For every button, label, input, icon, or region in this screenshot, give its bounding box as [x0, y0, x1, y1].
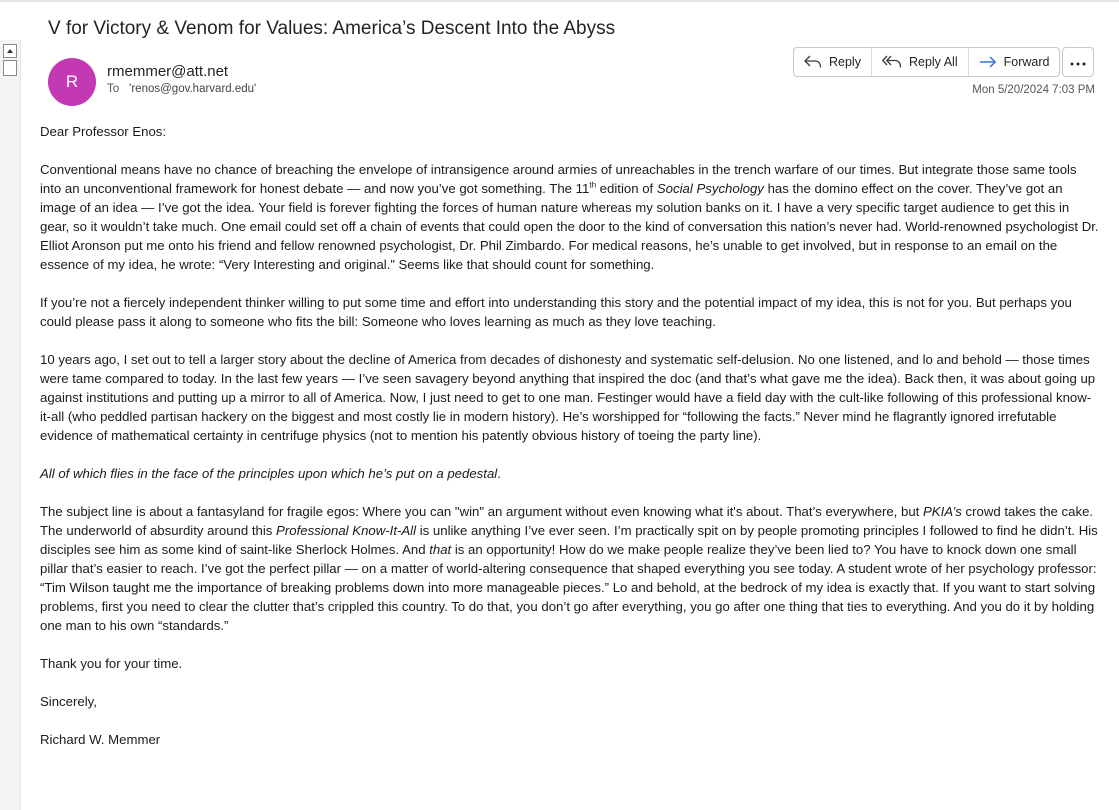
reply-arrow-icon	[804, 55, 822, 69]
greeting: Dear Professor Enos:	[40, 124, 167, 139]
email-body	[40, 122, 1100, 749]
message-actions	[793, 47, 1060, 77]
scroll-up-arrow-icon[interactable]	[3, 44, 17, 58]
reply-all-button[interactable]	[872, 48, 969, 76]
forward-label: Forward	[1003, 55, 1050, 69]
avatar-initial: R	[65, 72, 79, 91]
thanks-line: Thank you for your time.	[40, 656, 183, 671]
recipient-line	[107, 83, 256, 95]
reply-label: Reply	[829, 55, 861, 69]
recipient-address[interactable]: 'renos@gov.harvard.edu'	[129, 83, 257, 95]
body-paragraph-4: All of which flies in the face of the principles upon which he’s put on a pedestal.	[40, 466, 501, 481]
signature: Richard W. Memmer	[40, 732, 161, 747]
body-paragraph-5: The subject line is about a fantasyland for fragile egos: Where you can "win" an argument without even knowing what it's about. That’s everywhere, but PKIA’s crowd takes the cake. The underworld of absurdity around this Professional Know-It-All is unlike anything I’ve ever seen. I’m practically spit on by people promoting principles I followed to find he didn’t. His disciples see him as some kind of saint-like Sherlock Holmes. And that is an opportunity! How do we make people realize they’ve been lied to? You have to knock down one small pillar that’s easier to reach. I’ve got the perfect pillar — on a matter of world-altering consequence that shaped everything you see today. A student wrote of her psychology professor: “Tim Wilson taught me the importance of breaking problems down into more manageable pieces.” Lo and behold, at the bedrock of my idea is exactly that. If you want to start solving problems, first you need to clear the clutter that’s crippled this country. To do that, you don’t go after everything, you go after one thing that ties to everything. And you do it by holding one man to his own “standards.”	[40, 504, 1098, 633]
body-paragraph-1: Conventional means have no chance of breaching the envelope of intransigence around armies of unreachables in the trench warfare of our times. But integrate those same tools into an unconventional framework for honest debate — and now you’ve got something. The 11th edition of Social Psychology has the domino effect on the cover. They’ve got an image of an idea — I’ve got the idea. Your field is forever fighting the forces of human nature whereas my solution banks on it. I have a very specific target audience to get this in gear, so it wouldn’t take much. One email could set off a chain of events that could open the door to the kind of conversation this nation’s never had. World-renowned psychologist Dr. Elliot Aronson put me onto his friend and fellow renowned psychologist, Dr. Phil Zimbardo. For medical reasons, he’s unable to get involved, but in response to an email on the essence of my idea, he wrote: “Very Interesting and original.” Seems like that should count for something.	[40, 162, 1099, 272]
reply-button[interactable]	[794, 48, 872, 76]
vertical-scrollbar[interactable]	[0, 40, 21, 810]
scroll-thumb[interactable]	[3, 60, 17, 76]
forward-button[interactable]	[969, 48, 1060, 76]
body-paragraph-3: 10 years ago, I set out to tell a larger story about the decline of America from decades of dishonesty and systematic self-delusion. No one listened, and lo and behold — those times were tame compared to today. In the last few years — I’ve seen savagery beyond anything that inspired the doc (and that’s what gave me the idea). Back then, it was about going up against institutions and putting up a mirror to all of America. Now, I just need to get to one man. Festinger would have a field day with the cult-like following of this professional know-it-all (who peddled partisan hackery on the biggest and most costly lie in modern history). He’s worshipped for “following the facts.” Never mind he flagrantly ignored irrefutable evidence of mathematical certainty in centrifuge physics (not to mention his patently obvious history of toeing the party line).	[40, 352, 1096, 443]
forward-arrow-icon	[979, 55, 997, 69]
body-paragraph-2: If you’re not a fiercely independent thinker willing to put some time and effort into understanding this story and the potential impact of my idea, this is not for you. But perhaps you could please pass it along to someone who fits the bill: Someone who loves learning as much as they love teaching.	[40, 295, 1072, 329]
sender-avatar[interactable]	[48, 58, 96, 106]
window-top-border	[0, 0, 1119, 2]
more-actions-button[interactable]	[1062, 47, 1094, 77]
sender-email[interactable]: rmemmer@att.net	[107, 63, 229, 80]
closing-line: Sincerely,	[40, 694, 97, 709]
received-timestamp: Mon 5/20/2024 7:03 PM	[972, 84, 1095, 96]
email-subject: V for Victory & Venom for Values: America’s Descent Into the Abyss	[48, 18, 616, 39]
reply-all-arrow-icon	[882, 55, 902, 69]
reply-all-label: Reply All	[908, 55, 958, 69]
ellipsis-icon	[1070, 53, 1086, 71]
to-label: To	[107, 83, 120, 95]
